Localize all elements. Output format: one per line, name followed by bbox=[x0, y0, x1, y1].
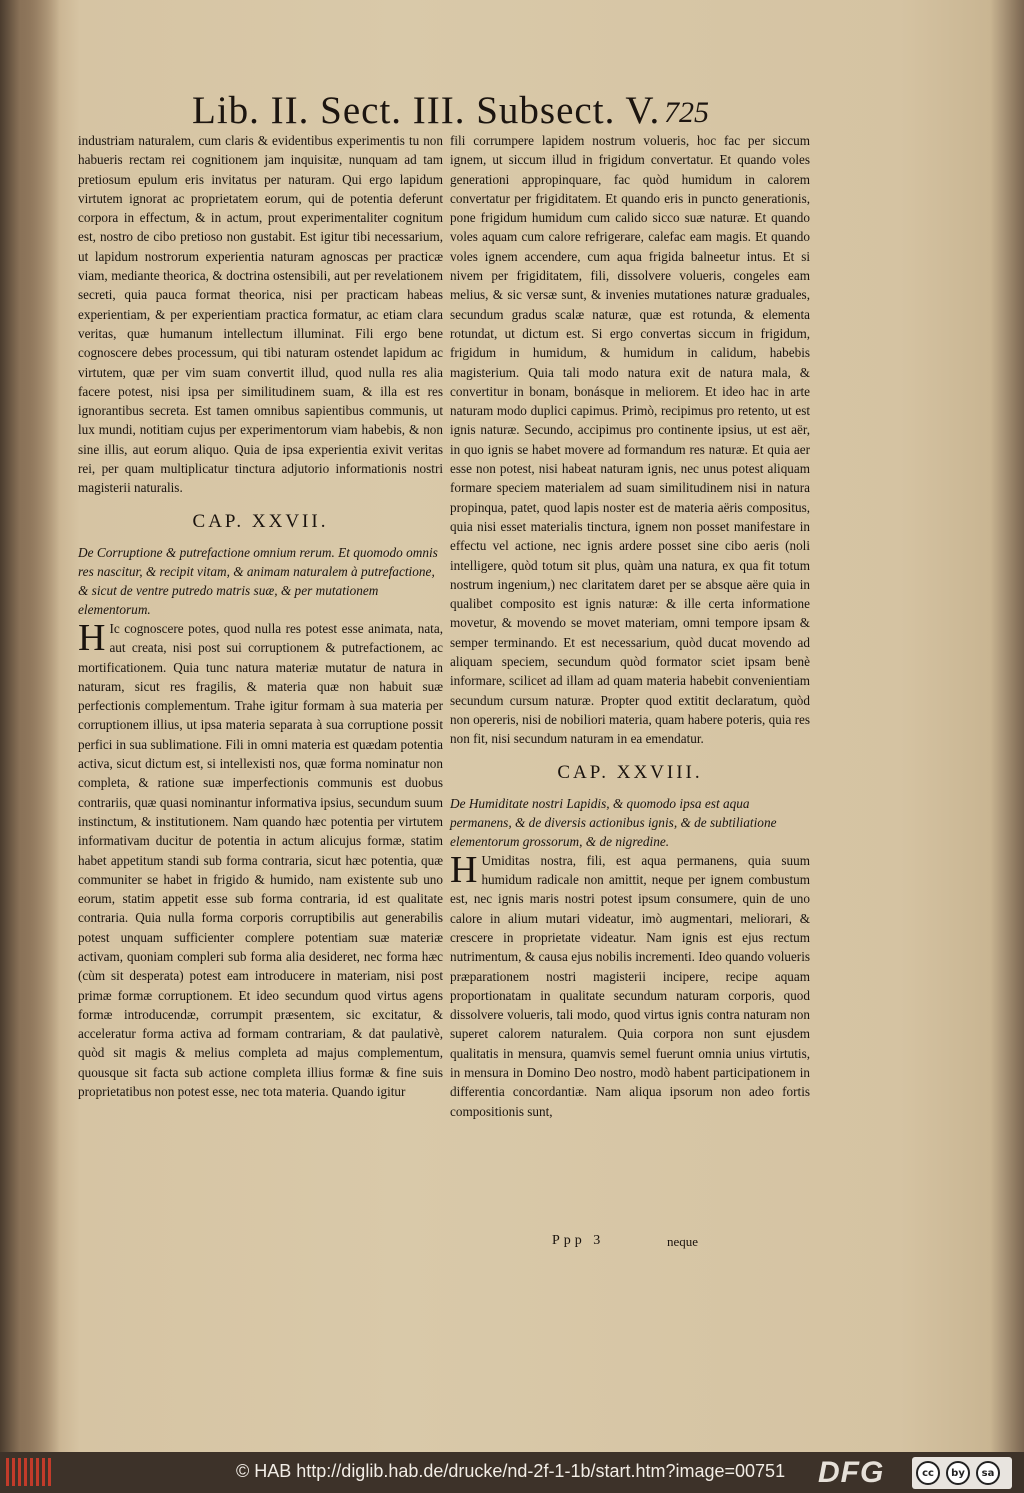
catchword: neque bbox=[667, 1234, 699, 1249]
left-paragraph-2-text: Ic cognoscere potes, quod nulla res potest esse animata, nata, aut creata, nisi post sui corruptionem & putrefactionem, ac mortificationem. Quia tunc natura materiæ mutatur de natura in naturam, sicut res fragilis, & materia quæ non habuit suæ perfectionis complementum. Trahe igitur formam à sua materia per corruptionem illius, ut ipsa materia separata à sua corruptione possit perfici in sua sublimatione. Fili in omni materia est quædam potentia activa, sicut dictum est, si intellexisti nos, quæ forma nominatur non completa, & ratione suæ imperfectionis communis est duobus contrariis, quæ quasi nominantur informativa ipsius, secundum suum instinctum, & institutionem. Nam quando hæc potentia per virtutem informativam ducitur de potentia in actum alicujus formæ, statim habet appetitum standi sub forma contraria, sicut hæc potentia, quæ communiter se habet in frigido & humido, nam existente sub uno eorum, statim appetit esse sub forma contraria, id est qualitate contraria. Quia nulla forma corporis corruptibilis aut generabilis potest unquam sufficienter complere potentiam suæ materiæ activam, quoniam compleri sub forma alia desideret, nec forma hæc (cùm sit desperata) potest eam introducere in materiam, nisi post primæ formæ corruptionem. Et ideo secundum quod virtus agens formæ introducendæ, corrumpit præsentem, sic excitatur, & acceleratur forma activa ad formam contrariam, & dat paulativè, quòd sit magis & melius completa ad majus complementum, quousque sit facta sub actione completa illius formæ & fine suis proprietatibus non potest esse, nec tota materia. Quando igitur bbox=[78, 620, 443, 1100]
left-paragraph-1: industriam naturalem, cum claris & evidentibus experimentis tu non habueris rectam rei cognitionem jam inquisitæ, nunquam ad tam pretiosum epulum eris invitatus per naturam. Qui ergo lapidum virtutem ignorat ac proprietatem eorum, qui de potentia deferunt corpora in effectum, & in actum, prout experimentaliter cognitum est, nostro de cibo pretioso non gustabit. Est igitur tibi necessarium, ut lapidum nostrorum experientia naturam agnoscas per practicæ viam, mediante theorica, & doctrina ostensibili, aut per revelationem secreti, quia pauca format theorica, nisi per practicam habeas experientiam, & per experientiam practica formatur, ac etiam clara veritas, quæ humanum intellectum illuminat. Fili ergo bene cognoscere debes processum, qui tibi naturam ostendet lapidum ac virtutem, quæ per vim suam convertit illud, quod nulla res alia facere potest, nisi ipsa per similitudinem suam, & illa est res ignorantibus secreta. Est tamen omnibus sapientibus communis, ut lux mundi, notitiam cujus per experimentorum viam habebis, & non sine illis, aut eorum aliquo. Quia de ipsa experientia exivit veritas rei, per quam multiplicatur tinctura adjutorio informationis nostri magisterii naturalis. bbox=[78, 133, 443, 496]
viewer-footer-bar bbox=[0, 1452, 1024, 1493]
copyright-link[interactable]: © HAB http://diglib.hab.de/drucke/nd-2f-1-1b/start.htm?image=00751 bbox=[236, 1461, 786, 1481]
cc-icon: cc bbox=[916, 1461, 940, 1485]
chapter-subtitle-28: De Humiditate nostri Lapidis, & quomodo ipsa est aqua permanens, & de diversis actionibus ignis, & de subtiliatione elementorum grossorum, & de nigredine. bbox=[450, 795, 777, 849]
header-title: Lib. II. Sect. III. Subsect. V. bbox=[192, 89, 661, 132]
right-paragraph-1: fili corrumpere lapidem nostrum volueris, hoc fac per siccum ignem, ut siccum illud in frigidum convertatur. Et quando voles generationi appropinquare, fac quòd humidum in calorem convertatur per frigiditatem. Et quando eris in puncto generationis, pone frigidum humidum cum calido sicco suæ naturæ. Et quando voles aquam cum calore refrigerare, calefac eam magis. Et quando voles ignem accendere, cum aqua frigida balneetur intus. Et si nivem per frigiditatem, fili, dissolvere volueris, congeles eam melius, & sic versæ sunt, & invenies mutationes naturæ graduales, secundum gradus scalæ naturæ, quæ est rotunda, & elementa rotundat, ut dictum est. Si ergo convertas siccum in frigidum, frigidum in humidum, & humidum in calidum, habebis magisterium. Quia tali modo natura exit de natura mala, & convertitur in bonam, bonásque in meliorem. Et ideo hac in arte naturam modo duplici capimus. Primò, recipimus pro retento, ut est ignis naturæ. Secundo, accipimus pro continente ipsius, ut est aër, in quo ignis se habet movere ad formandum res naturæ. Et quia aer esse non potest, nisi habeat naturam ignis, nec unus potest aliquam formare speciem materialem ad suam similitudinem nisi in natura propinqua, patet, quod lapis noster est de materia aëris compositus, quia nisi esset materialis tinctura, ignem non posset manifestare in effectu vel actione, nec ignis ardere posset sine cibo aeris (noli intelligere, quòd totum sit plus, quàm una natura, ex qua fit totum nostrum ingenium,) nec claritatem daret per se absque aëre quia in qualibet composito est ignis naturæ: & ille certa informatione movetur, & movendo se movet materiam, omni tempore ipsam & semper terminando. Et est necessarium, quòd ducat movendo ad aliquam speciem, secundum quòd formator sciet ipsam benè informare, scilicet ad illam ad quam materia habebit convenientiam secundum cursum naturæ. Propter quod extitit declaratum, quòd non opereris, nisi de nobiliori materia, quam habere poteris, quia res non fit, nisi secundum naturam in ea emendatur. bbox=[450, 133, 810, 747]
signature-mark: Ppp 3 bbox=[552, 1233, 605, 1248]
book-page bbox=[52, 28, 972, 1438]
by-icon: by bbox=[946, 1461, 970, 1485]
sa-icon: sa bbox=[976, 1461, 1000, 1485]
chapter-heading-27: CAP. XXVII. bbox=[192, 510, 329, 532]
cc-license-badge[interactable] bbox=[912, 1457, 1012, 1489]
book-binding-shadow bbox=[0, 0, 60, 1452]
right-paragraph-2-text: Umiditas nostra, fili, est aqua permanens, quia suum humidum radicale non amittit, neque per ignem combustum est, nec ignis maris nostri potest ipsum consumere, quin de uno calore in alium mutari videatur, imò augmentari, meliorari, & crescere in proprietate videatur. Nam ignis est ejus rectum nutrimentum, & causa ejus nobilis incrementi. Ideo quando volueris præparationem nostri magisterii incipere, recipe aquam proportionatam in qualitate secundum naturam corporis, quod dissolvere volueris, tali modo, quod virtus ignis contra naturam non superet calorem naturalem. Quia corpora non sunt ejusdem qualitatis in mensura, quamvis semel fuerunt omnia unius virtutis, in mensura in Domino Deo nostro, modò habent participationem in differentia concordantiæ. Nam aliqua ipsorum non adeo fortis compositionis sunt, bbox=[450, 852, 810, 1119]
left-paragraph-2 bbox=[78, 616, 443, 1101]
chapter-subtitle-27: De Corruptione & putrefactione omnium rerum. Et quomodo omnis res nascitur, & recipit vitam, & animam naturalem à putrefactione, & sicut de ventre putredo matris suæ, & per mutationem elementorum. bbox=[78, 544, 438, 617]
drop-initial: H bbox=[78, 616, 106, 659]
chapter-heading-28: CAP. XXVIII. bbox=[557, 761, 703, 783]
drop-initial: H bbox=[450, 848, 478, 891]
right-paragraph-2 bbox=[450, 848, 810, 1121]
left-column bbox=[78, 131, 443, 1101]
page-number: 725 bbox=[664, 96, 709, 129]
hab-logo-icon[interactable] bbox=[6, 1458, 51, 1486]
right-column bbox=[450, 131, 810, 1121]
dfg-logo[interactable]: DFG bbox=[818, 1456, 885, 1489]
